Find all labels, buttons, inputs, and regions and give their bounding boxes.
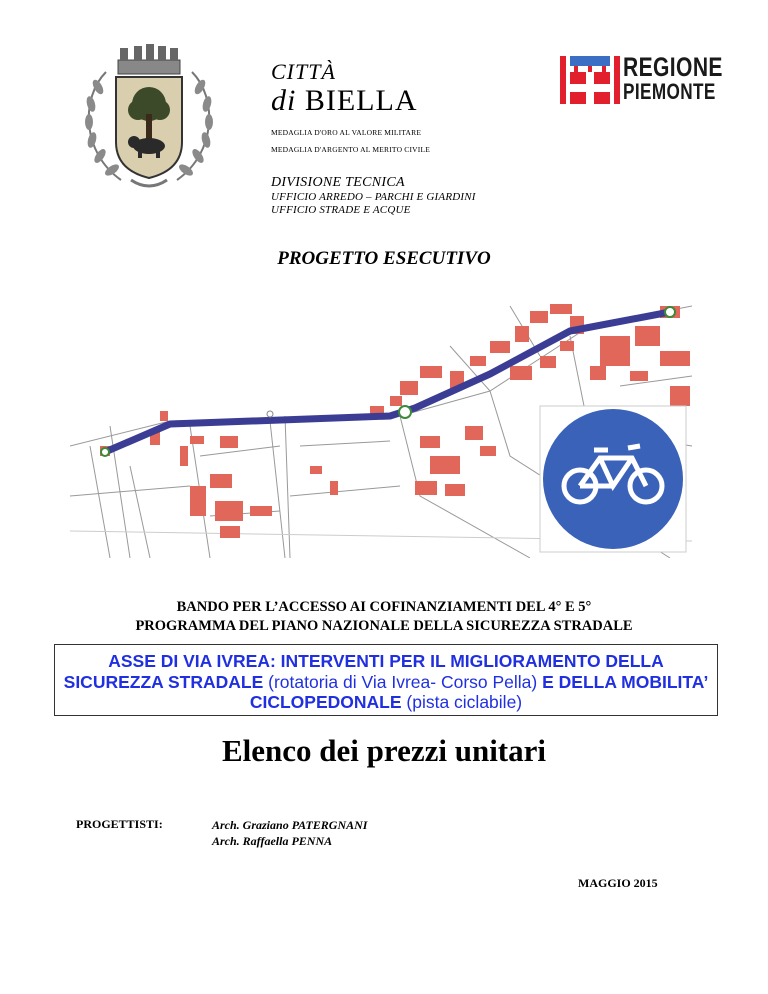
city-name-text: BIELLA: [304, 84, 418, 117]
cycle-path-sign-icon: [540, 406, 686, 552]
designer-2: Arch. Raffaella PENNA: [212, 834, 333, 848]
designers-label: PROGETTISTI:: [76, 817, 163, 831]
bando-line2: PROGRAMMA DEL PIANO NAZIONALE DELLA SICUREZZA STRADALE: [135, 618, 633, 634]
subject-text: [61, 651, 711, 713]
bando-line1: BANDO PER L’ACCESSO AI COFINANZIAMENTI DEL 4° E 5°: [176, 599, 592, 615]
regione-line2: PIEMONTE: [623, 79, 716, 104]
biella-coat-of-arms: [76, 42, 222, 192]
subject-part2: (rotatoria di Via Ivrea- Corso Pella): [263, 671, 538, 692]
division-office-roads: UFFICIO STRADE E ACQUE: [271, 204, 411, 216]
designers-names: [212, 817, 367, 849]
regione-piemonte-logo: [560, 52, 738, 106]
subject-box: [54, 644, 718, 716]
division-office-parks: UFFICIO ARREDO – PARCHI E GIARDINI: [271, 191, 476, 203]
city-prefix: di: [271, 84, 297, 117]
division-block: [271, 175, 476, 217]
city-name: [271, 84, 430, 118]
bando-heading: [0, 598, 768, 636]
regione-line1: REGIONE: [623, 52, 723, 82]
document-date: MAGGIO 2015: [578, 876, 658, 890]
subject-part3: E DELLA MOBILITA’ CICLOPEDONALE: [249, 671, 709, 712]
division-title: DIVISIONE TECNICA: [271, 175, 405, 190]
medal-silver: MEDAGLIA D'ARGENTO AL MERITO CIVILE: [271, 145, 431, 154]
city-header: [271, 60, 430, 154]
regione-flag-icon: [560, 56, 620, 104]
subject-part1: ASSE DI VIA IVREA: INTERVENTI PER IL MIGLIORAMENTO DELLA SICUREZZA STRADALE: [63, 651, 664, 692]
city-label: CITTÀ: [271, 59, 336, 84]
project-title: PROGETTO ESECUTIVO: [277, 248, 491, 269]
medal-gold: MEDAGLIA D'ORO AL VALORE MILITARE: [271, 128, 422, 137]
regione-text: [623, 54, 723, 103]
document-title: Elenco dei prezzi unitari: [221, 733, 547, 768]
designer-1: Arch. Graziano PATERGNANI: [212, 818, 368, 832]
route-map: [70, 296, 692, 558]
subject-part4: (pista ciclabile): [401, 692, 523, 712]
